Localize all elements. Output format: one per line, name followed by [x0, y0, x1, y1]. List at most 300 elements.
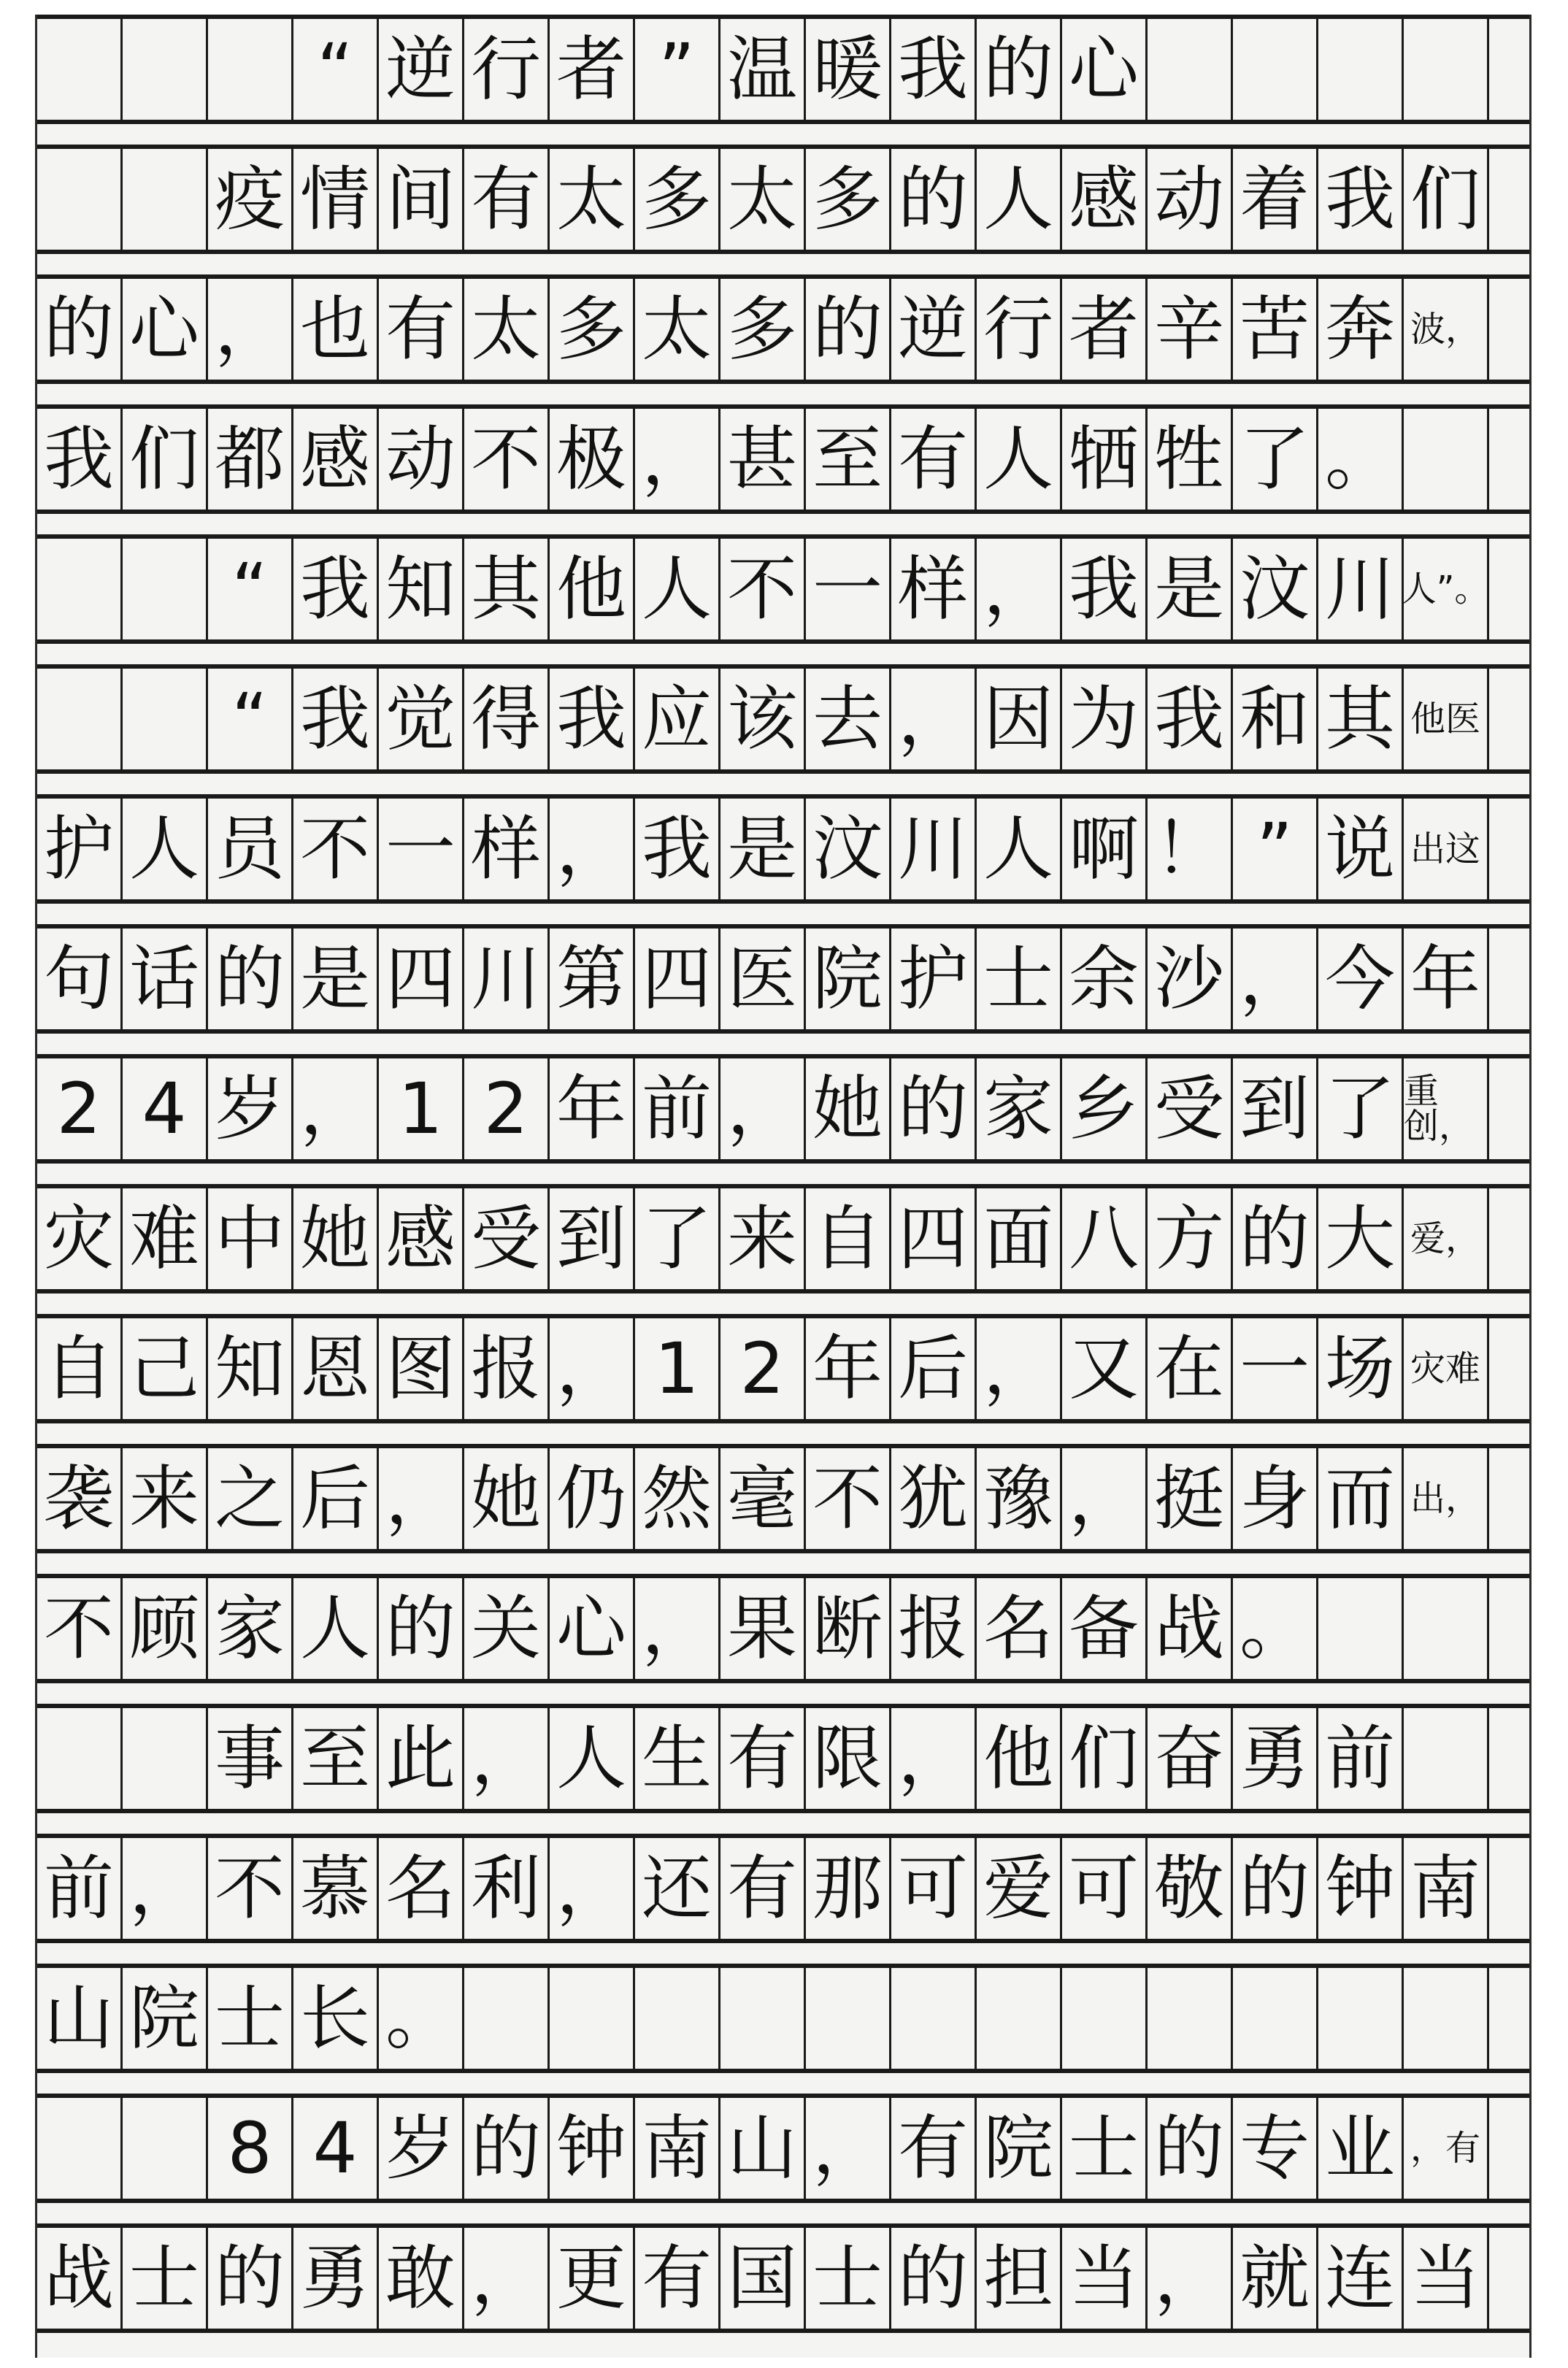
grid-cell: 我 [1062, 539, 1148, 639]
grid-cell: 汶 [1233, 539, 1318, 639]
grid-cell: 有 [891, 409, 977, 510]
grid-cell [977, 1968, 1062, 2069]
grid-cell: 太 [720, 149, 806, 250]
grid-cell: 南 [635, 2098, 720, 2199]
grid-cell: 句 [37, 929, 123, 1029]
grid-cell: 重创， [1404, 1058, 1489, 1159]
grid-cell: 前 [1318, 1708, 1404, 1809]
grid-cell: 四 [635, 929, 720, 1029]
grid-cell [720, 1968, 806, 2069]
grid-cell: 说 [1318, 799, 1404, 899]
grid-cell: 名 [977, 1578, 1062, 1679]
grid-cell [1404, 409, 1489, 510]
grid-cell: 有 [635, 2228, 720, 2329]
grid-cell: 可 [891, 1838, 977, 1939]
grid-cell: 波， [1404, 279, 1489, 380]
grid-cell: 的 [464, 2098, 550, 2199]
grid-cell: 的 [891, 2228, 977, 2329]
grid-cell: 应 [635, 669, 720, 769]
grid-cell: 心 [550, 1578, 635, 1679]
grid-cell: 慕 [293, 1838, 379, 1939]
grid-cell: 多 [635, 149, 720, 250]
grid-cell: 我 [1148, 669, 1233, 769]
text-row [37, 274, 1529, 384]
grid-cell: 士 [123, 2228, 208, 2329]
grid-cell: 心 [123, 279, 208, 380]
grid-cell: 和 [1233, 669, 1318, 769]
grid-cell: 该 [720, 669, 806, 769]
grid-cell: 也 [293, 279, 379, 380]
grid-cell: 当 [1404, 2228, 1489, 2329]
grid-cell: ， [123, 1838, 208, 1939]
grid-cell: 当 [1062, 2228, 1148, 2329]
grid-cell: 疫 [208, 149, 293, 250]
grid-cell [37, 539, 123, 639]
text-row [37, 2223, 1529, 2333]
grid-cell: ， [977, 539, 1062, 639]
grid-cell: ” [635, 19, 720, 120]
grid-cell: ！ [1148, 799, 1233, 899]
grid-cell: 不 [720, 539, 806, 639]
grid-cell: 医 [720, 929, 806, 1029]
grid-cell: 人 [550, 1708, 635, 1809]
grid-cell: 苦 [1233, 279, 1318, 380]
text-row [37, 1574, 1529, 1683]
grid-cell: 大 [1318, 1188, 1404, 1289]
grid-cell: 的 [208, 2228, 293, 2329]
grid-cell: 更 [550, 2228, 635, 2329]
grid-cell: 我 [550, 669, 635, 769]
text-row [37, 1834, 1529, 1943]
grid-cell: 他医 [1404, 669, 1489, 769]
grid-cell: 人”。 [1404, 539, 1489, 639]
grid-cell: 勇 [1233, 1708, 1318, 1809]
grid-cell [208, 19, 293, 120]
grid-cell [123, 2098, 208, 2199]
grid-cell: 的 [379, 1578, 464, 1679]
grid-cell: 员 [208, 799, 293, 899]
grid-cell: 的 [1233, 1838, 1318, 1939]
grid-cell: 豫 [977, 1448, 1062, 1549]
grid-cell [464, 1968, 550, 2069]
grid-cell: 断 [806, 1578, 891, 1679]
grid-cell: 1 [379, 1058, 464, 1159]
grid-cell: ， [891, 1708, 977, 1809]
grid-cell: 辛 [1148, 279, 1233, 380]
grid-cell: 出这 [1404, 799, 1489, 899]
grid-cell: 难 [123, 1188, 208, 1289]
grid-cell: 报 [464, 1318, 550, 1419]
grid-cell: 果 [720, 1578, 806, 1679]
grid-cell: 逆 [379, 19, 464, 120]
grid-cell: 不 [208, 1838, 293, 1939]
grid-cell: 士 [806, 2228, 891, 2329]
grid-cell: 2 [37, 1058, 123, 1159]
grid-cell: 者 [1062, 279, 1148, 380]
grid-cell: 第 [550, 929, 635, 1029]
grid-cell: 着 [1233, 149, 1318, 250]
grid-cell: 山 [37, 1968, 123, 2069]
grid-cell: 行 [977, 279, 1062, 380]
grid-cell: ， [550, 1838, 635, 1939]
grid-cell: 的 [1148, 2098, 1233, 2199]
grid-cell: 一 [806, 539, 891, 639]
grid-cell: 乡 [1062, 1058, 1148, 1159]
grid-cell: 中 [208, 1188, 293, 1289]
grid-cell: 那 [806, 1838, 891, 1939]
grid-cell [37, 2098, 123, 2199]
grid-cell: 沙 [1148, 929, 1233, 1029]
grid-cell: 年 [806, 1318, 891, 1419]
grid-cell: 年 [550, 1058, 635, 1159]
grid-cell: 岁 [379, 2098, 464, 2199]
grid-cell [37, 669, 123, 769]
grid-cell: 心 [1062, 19, 1148, 120]
grid-cell: 。 [379, 1968, 464, 2069]
grid-cell: 为 [1062, 669, 1148, 769]
grid-cell [550, 1968, 635, 2069]
grid-cell: “ [293, 19, 379, 120]
grid-cell: 至 [806, 409, 891, 510]
grid-cell: 业 [1318, 2098, 1404, 2199]
grid-cell [1148, 19, 1233, 120]
grid-cell: 甚 [720, 409, 806, 510]
grid-cell: ， [550, 1318, 635, 1419]
grid-cell: 灾 [37, 1188, 123, 1289]
grid-cell: 他 [550, 539, 635, 639]
grid-cell: 逆 [891, 279, 977, 380]
grid-cell: 太 [550, 149, 635, 250]
grid-cell: 8 [208, 2098, 293, 2199]
grid-cell: 她 [464, 1448, 550, 1549]
grid-cell [1318, 19, 1404, 120]
grid-cell: 仍 [550, 1448, 635, 1549]
grid-cell: 毫 [720, 1448, 806, 1549]
grid-cell: 了 [635, 1188, 720, 1289]
text-row [37, 1184, 1529, 1293]
grid-cell: 话 [123, 929, 208, 1029]
grid-cell: 勇 [293, 2228, 379, 2329]
grid-cell: 是 [1148, 539, 1233, 639]
grid-cell: 啊 [1062, 799, 1148, 899]
grid-cell: ， [550, 799, 635, 899]
grid-cell [806, 1968, 891, 2069]
grid-cell: 限 [806, 1708, 891, 1809]
grid-cell: 出， [1404, 1448, 1489, 1549]
text-row [37, 1964, 1529, 2073]
grid-cell: 在 [1148, 1318, 1233, 1419]
text-row [37, 2094, 1529, 2203]
grid-cell [37, 1708, 123, 1809]
grid-cell: 奋 [1148, 1708, 1233, 1809]
grid-cell [1148, 1968, 1233, 2069]
grid-cell [1233, 19, 1318, 120]
grid-cell: 有 [464, 149, 550, 250]
grid-cell: 知 [208, 1318, 293, 1419]
grid-cell: 了 [1318, 1058, 1404, 1159]
grid-cell: 是 [720, 799, 806, 899]
grid-cell: 袭 [37, 1448, 123, 1549]
grid-cell: 到 [1233, 1058, 1318, 1159]
grid-cell: 汶 [806, 799, 891, 899]
grid-cell: 有 [379, 279, 464, 380]
grid-cell: 而 [1318, 1448, 1404, 1549]
grid-cell: 感 [379, 1188, 464, 1289]
grid-cell: 受 [1148, 1058, 1233, 1159]
grid-cell: 不 [293, 799, 379, 899]
grid-cell: 动 [1148, 149, 1233, 250]
grid-cell: 的 [891, 1058, 977, 1159]
grid-cell: 川 [1318, 539, 1404, 639]
grid-cell: 行 [464, 19, 550, 120]
grid-cell: 至 [293, 1708, 379, 1809]
grid-cell: 我 [293, 539, 379, 639]
grid-cell: 战 [1148, 1578, 1233, 1679]
grid-cell: 我 [293, 669, 379, 769]
grid-cell: ， [720, 1058, 806, 1159]
grid-cell: 太 [635, 279, 720, 380]
grid-cell: 的 [1233, 1188, 1318, 1289]
text-row [37, 1314, 1529, 1423]
grid-cell: 的 [891, 149, 977, 250]
grid-cell [1404, 19, 1489, 120]
grid-cell: 家 [208, 1578, 293, 1679]
grid-cell [37, 149, 123, 250]
grid-cell: 之 [208, 1448, 293, 1549]
grid-cell [123, 19, 208, 120]
grid-cell: 牺 [1062, 409, 1148, 510]
grid-cell: 她 [293, 1188, 379, 1289]
grid-cell: 来 [720, 1188, 806, 1289]
grid-cell: 多 [806, 149, 891, 250]
grid-cell: 的 [806, 279, 891, 380]
grid-cell: 间 [379, 149, 464, 250]
grid-cell: 又 [1062, 1318, 1148, 1419]
grid-cell: 犹 [891, 1448, 977, 1549]
grid-cell: 敢 [379, 2228, 464, 2329]
grid-cell: “ [208, 669, 293, 769]
text-row [37, 534, 1529, 644]
grid-cell: 温 [720, 19, 806, 120]
grid-cell: 山 [720, 2098, 806, 2199]
grid-cell: 四 [891, 1188, 977, 1289]
grid-cell: 动 [379, 409, 464, 510]
grid-cell: 图 [379, 1318, 464, 1419]
grid-cell [1404, 1968, 1489, 2069]
grid-cell: 八 [1062, 1188, 1148, 1289]
grid-cell: ， [379, 1448, 464, 1549]
grid-cell [123, 539, 208, 639]
grid-cell: 人 [293, 1578, 379, 1679]
grid-cell: 者 [550, 19, 635, 120]
grid-cell: 面 [977, 1188, 1062, 1289]
grid-cell: 人 [123, 799, 208, 899]
grid-cell: 们 [1062, 1708, 1148, 1809]
grid-cell: 来 [123, 1448, 208, 1549]
grid-cell: ， [635, 1578, 720, 1679]
text-row [37, 664, 1529, 774]
grid-cell: 1 [635, 1318, 720, 1419]
grid-cell: 钟 [550, 2098, 635, 2199]
grid-cell: 有 [891, 2098, 977, 2199]
grid-cell [1404, 1578, 1489, 1679]
grid-cell: 感 [1062, 149, 1148, 250]
grid-cell: ， [1148, 2228, 1233, 2329]
grid-cell: 暖 [806, 19, 891, 120]
grid-cell: 4 [293, 2098, 379, 2199]
grid-cell: 不 [37, 1578, 123, 1679]
grid-cell: 院 [123, 1968, 208, 2069]
grid-cell: 他 [977, 1708, 1062, 1809]
grid-cell: 到 [550, 1188, 635, 1289]
grid-cell: 四 [379, 929, 464, 1029]
grid-cell: 护 [37, 799, 123, 899]
grid-cell: 士 [977, 929, 1062, 1029]
grid-cell: 关 [464, 1578, 550, 1679]
grid-cell: 其 [1318, 669, 1404, 769]
grid-cell: 一 [379, 799, 464, 899]
grid-cell: 们 [123, 409, 208, 510]
composition-grid [37, 15, 1529, 2358]
grid-cell: 然 [635, 1448, 720, 1549]
grid-cell: 因 [977, 669, 1062, 769]
grid-cell: 样 [891, 539, 977, 639]
grid-cell [123, 669, 208, 769]
grid-cell: 备 [1062, 1578, 1148, 1679]
grid-cell: 方 [1148, 1188, 1233, 1289]
grid-cell: 人 [977, 149, 1062, 250]
grid-cell: 岁 [208, 1058, 293, 1159]
grid-cell: 自 [37, 1318, 123, 1419]
grid-cell: ， [464, 2228, 550, 2329]
grid-cell: 她 [806, 1058, 891, 1159]
grid-cell: ， [977, 1318, 1062, 1419]
grid-cell: ， [1233, 929, 1318, 1029]
grid-cell: 4 [123, 1058, 208, 1159]
grid-cell: 的 [977, 19, 1062, 120]
grid-cell: ， [208, 279, 293, 380]
grid-cell: 长 [293, 1968, 379, 2069]
grid-cell: 利 [464, 1838, 550, 1939]
grid-cell [1233, 1968, 1318, 2069]
grid-cell: 我 [635, 799, 720, 899]
grid-cell: “ [208, 539, 293, 639]
grid-cell: 身 [1233, 1448, 1318, 1549]
grid-cell: 此 [379, 1708, 464, 1809]
grid-cell: 专 [1233, 2098, 1318, 2199]
grid-cell: 就 [1233, 2228, 1318, 2329]
grid-cell: 担 [977, 2228, 1062, 2329]
grid-cell: 后 [293, 1448, 379, 1549]
grid-cell: 生 [635, 1708, 720, 1809]
grid-cell: 牲 [1148, 409, 1233, 510]
text-row [37, 1704, 1529, 1813]
text-row [37, 145, 1529, 254]
grid-cell: 去 [806, 669, 891, 769]
grid-cell: 年 [1404, 929, 1489, 1029]
grid-cell: 。 [1318, 409, 1404, 510]
text-row [37, 1054, 1529, 1164]
grid-cell: ， [806, 2098, 891, 2199]
grid-cell: 今 [1318, 929, 1404, 1029]
grid-cell: 院 [806, 929, 891, 1029]
grid-cell: 灾难 [1404, 1318, 1489, 1419]
grid-cell: 得 [464, 669, 550, 769]
grid-cell: 敬 [1148, 1838, 1233, 1939]
grid-cell: 感 [293, 409, 379, 510]
grid-cell: 自 [806, 1188, 891, 1289]
grid-cell: 家 [977, 1058, 1062, 1159]
grid-cell: 挺 [1148, 1448, 1233, 1549]
grid-cell: 连 [1318, 2228, 1404, 2329]
grid-cell: 太 [464, 279, 550, 380]
grid-cell: 川 [891, 799, 977, 899]
grid-cell: 情 [293, 149, 379, 250]
grid-cell: ，有 [1404, 2098, 1489, 2199]
grid-cell [1062, 1968, 1148, 2069]
text-row [37, 924, 1529, 1034]
grid-cell: 多 [550, 279, 635, 380]
grid-cell: 其 [464, 539, 550, 639]
grid-cell: 余 [1062, 929, 1148, 1029]
grid-cell: 院 [977, 2098, 1062, 2199]
title-row [37, 15, 1529, 124]
grid-cell: 事 [208, 1708, 293, 1809]
grid-cell: ” [1233, 799, 1318, 899]
grid-cell: 爱， [1404, 1188, 1489, 1289]
grid-cell: ， [293, 1058, 379, 1159]
grid-cell: 的 [208, 929, 293, 1029]
grid-cell [37, 19, 123, 120]
grid-cell: 国 [720, 2228, 806, 2329]
grid-cell: 护 [891, 929, 977, 1029]
grid-cell: 士 [208, 1968, 293, 2069]
grid-cell [123, 149, 208, 250]
grid-cell [1318, 1968, 1404, 2069]
grid-cell: 们 [1404, 149, 1489, 250]
grid-cell: ， [464, 1708, 550, 1809]
grid-cell: 后 [891, 1318, 977, 1419]
grid-cell: 前 [635, 1058, 720, 1159]
grid-cell: 不 [464, 409, 550, 510]
grid-cell: 人 [635, 539, 720, 639]
grid-cell: 有 [720, 1838, 806, 1939]
grid-cell: 顾 [123, 1578, 208, 1679]
grid-cell: 士 [1062, 2098, 1148, 2199]
grid-cell: 名 [379, 1838, 464, 1939]
grid-cell: 还 [635, 1838, 720, 1939]
grid-cell: 。 [1233, 1578, 1318, 1679]
grid-cell: 我 [1318, 149, 1404, 250]
grid-cell: 前 [37, 1838, 123, 1939]
grid-cell: 一 [1233, 1318, 1318, 1419]
grid-cell: 战 [37, 2228, 123, 2329]
grid-cell: 爱 [977, 1838, 1062, 1939]
grid-cell: 人 [977, 799, 1062, 899]
grid-cell [891, 1968, 977, 2069]
grid-cell: 2 [464, 1058, 550, 1159]
grid-cell: 受 [464, 1188, 550, 1289]
composition-paper [35, 15, 1532, 2358]
grid-cell: 川 [464, 929, 550, 1029]
grid-cell: 的 [37, 279, 123, 380]
grid-cell: 2 [720, 1318, 806, 1419]
grid-cell: 人 [977, 409, 1062, 510]
grid-cell: 奔 [1318, 279, 1404, 380]
grid-cell: 多 [720, 279, 806, 380]
grid-cell: 极 [550, 409, 635, 510]
grid-cell: ， [635, 409, 720, 510]
